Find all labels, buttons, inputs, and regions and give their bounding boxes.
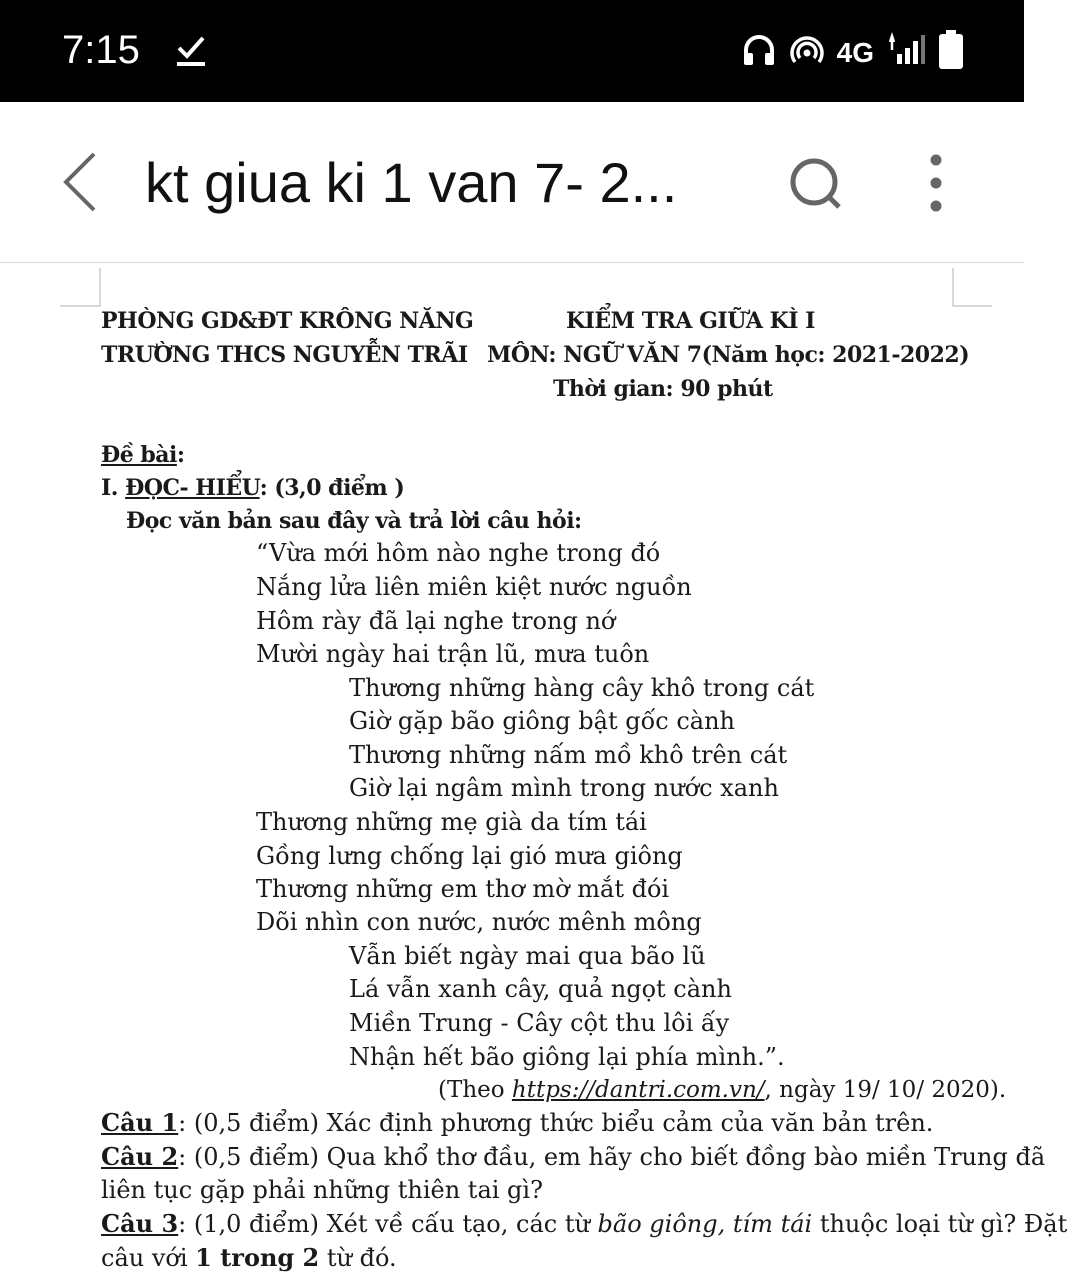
q3-label: Câu 3 xyxy=(101,1209,179,1238)
poem-line: Giờ lại ngâm mình trong nước xanh xyxy=(349,774,779,802)
poem-line: Thương những nấm mồ khô trên cát xyxy=(349,741,788,769)
section-heading xyxy=(101,473,404,503)
network-type: 4G xyxy=(836,36,874,68)
exam-duration: Thời gian: 90 phút xyxy=(553,376,773,402)
poem-line: Gồng lưng chống lại gió mưa giông xyxy=(256,842,683,870)
de-bai-colon: : xyxy=(176,442,185,468)
section-points: : (3,0 điểm ) xyxy=(259,475,405,501)
exam-title: KIỂM TRA GIỮA KÌ I xyxy=(566,308,815,334)
app-bar xyxy=(0,102,1024,263)
document-title: kt giua ki 1 van 7- 2... xyxy=(145,151,678,214)
header-department: PHÒNG GD&ĐT KRÔNG NĂNG xyxy=(101,308,474,334)
poem-line: Vẫn biết ngày mai qua bão lũ xyxy=(349,942,706,970)
poem-line: Dõi nhìn con nước, nước mênh mông xyxy=(256,908,702,936)
poem-line: Thương những em thơ mờ mắt đói xyxy=(256,875,670,903)
exam-subject: MÔN: NGỮ VĂN 7(Năm học: 2021-2022) xyxy=(487,342,970,368)
question-1 xyxy=(101,1108,933,1138)
q1-text: : (0,5 điểm) Xác định phương thức biểu cảm của văn bản trên. xyxy=(178,1109,934,1137)
q1-label: Câu 1 xyxy=(101,1108,179,1137)
q3-text-d: từ đó. xyxy=(319,1244,397,1272)
question-3 xyxy=(101,1209,1067,1239)
poem-line: Nhận hết bão giông lại phía mình.”. xyxy=(349,1043,785,1071)
headphones-icon xyxy=(741,32,777,73)
poem-line: Miền Trung - Cây cột thu lôi ấy xyxy=(349,1009,730,1037)
poem-line: “Vừa mới hôm nào nghe trong đó xyxy=(256,539,661,567)
q3-text-continued xyxy=(101,1243,397,1273)
status-bar xyxy=(0,0,1024,102)
download-done-icon xyxy=(174,34,208,73)
q3-text: : (1,0 điểm) Xét về cấu tạo, các từ xyxy=(178,1210,598,1238)
battery-icon xyxy=(938,30,964,75)
document-page[interactable] xyxy=(0,262,1067,1280)
q2-label: Câu 2 xyxy=(101,1142,179,1171)
poem-line: Thương những hàng cây khô trong cát xyxy=(349,674,815,702)
source-prefix: (Theo xyxy=(438,1077,512,1103)
source-citation xyxy=(438,1075,1006,1105)
q3-bold: 1 trong 2 xyxy=(195,1243,320,1272)
poem-line: Lá vẫn xanh cây, quả ngọt cành xyxy=(349,975,732,1003)
poem-line: Hôm rày đã lại nghe trong nớ xyxy=(256,607,616,635)
de-bai-heading xyxy=(101,440,185,470)
poem-line: Thương những mẹ già da tím tái xyxy=(256,808,647,836)
search-icon[interactable] xyxy=(787,155,847,220)
back-icon[interactable] xyxy=(58,150,102,219)
poem-line: Giờ gặp bão giông bật gốc cành xyxy=(349,707,736,735)
instruction: Đọc văn bản sau đây và trả lời câu hỏi: xyxy=(126,508,582,534)
q2-text-continued: liên tục gặp phải những thiên tai gì? xyxy=(101,1176,543,1204)
question-2 xyxy=(101,1142,1045,1172)
source-suffix: , ngày 19/ 10/ 2020). xyxy=(764,1077,1007,1103)
header-school: TRƯỜNG THCS NGUYỄN TRÃI xyxy=(101,342,468,368)
q3-text-c: câu với xyxy=(101,1244,196,1272)
poem-line: Mười ngày hai trận lũ, mưa tuôn xyxy=(256,640,650,668)
poem-line: Nắng lửa liên miên kiệt nước nguồn xyxy=(256,573,692,601)
status-time: 7:15 xyxy=(62,28,140,72)
q2-text: : (0,5 điểm) Qua khổ thơ đầu, em hãy cho biết đồng bào miền Trung đã xyxy=(178,1143,1046,1171)
more-icon[interactable] xyxy=(926,154,946,219)
q3-text-b: thuộc loại từ gì? Đặt xyxy=(812,1210,1067,1238)
source-link[interactable]: https://dantri.com.vn/ xyxy=(511,1077,765,1103)
de-bai-label: Đề bài xyxy=(101,442,177,468)
signal-icon xyxy=(886,32,926,73)
hotspot-icon xyxy=(789,32,825,73)
section-prefix: I. xyxy=(101,475,126,501)
section-title: ĐỌC- HIỂU xyxy=(125,475,260,501)
q3-words: bão giông, tím tái xyxy=(597,1210,813,1238)
